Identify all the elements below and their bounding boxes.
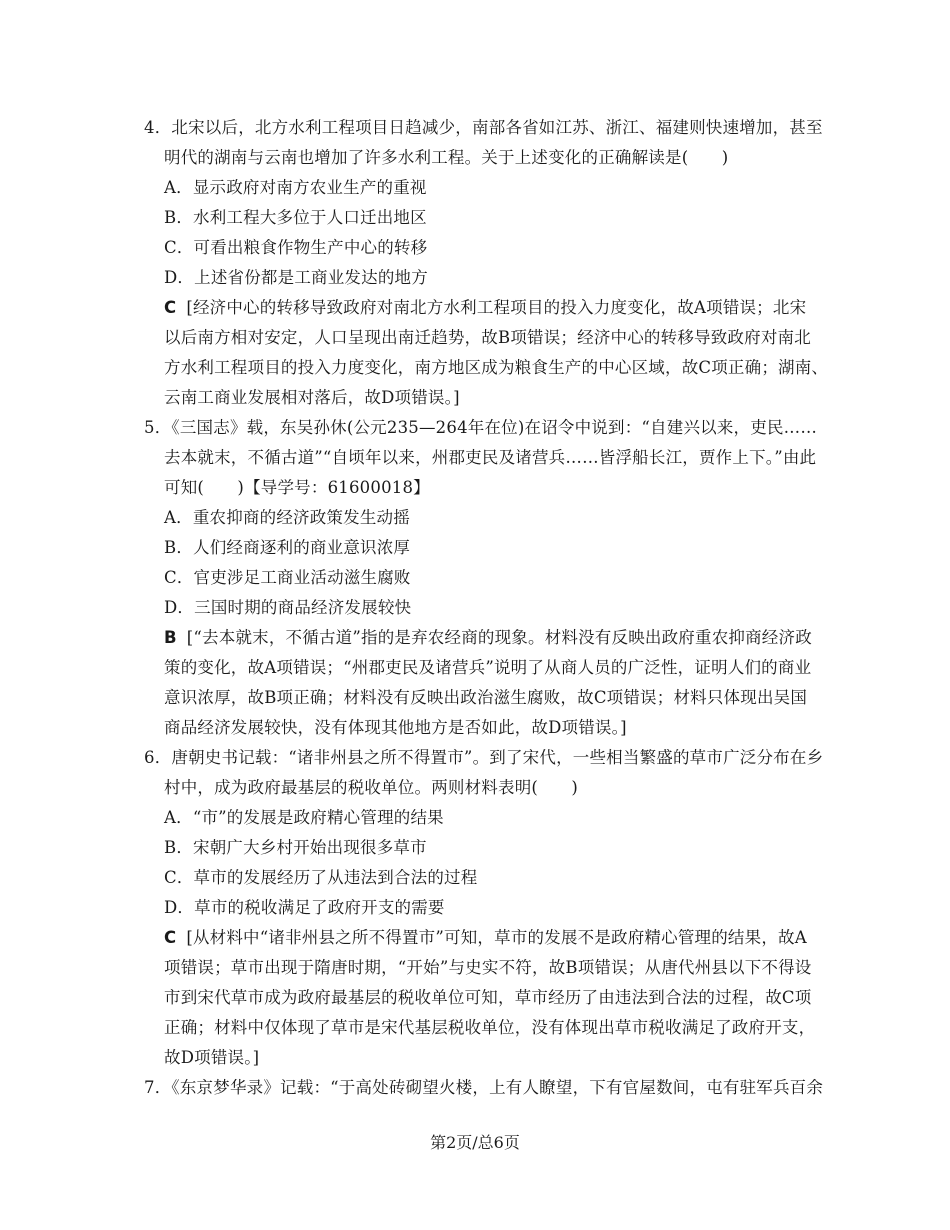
- question-4-answer-line-3: 方水利工程项目的投入力度变化，南方地区成为粮食生产的中心区域，故C项正确；湖南、: [164, 358, 829, 377]
- question-5-option-a: A．重农抑商的经济政策发生动摇: [164, 508, 410, 527]
- question-6-option-d: D．草市的税收满足了政府开支的需要: [164, 898, 445, 917]
- question-4-text-line-2: 明代的湖南与云南也增加了许多水利工程。关于上述变化的正确解读是( ): [164, 148, 729, 167]
- question-6-answer-letter: C: [164, 928, 177, 947]
- question-4-answer-letter: C: [164, 298, 177, 317]
- question-6-text-line-2: 村中，成为政府最基层的税收单位。两则材料表明( ): [164, 778, 579, 797]
- question-5-text-line-2: 去本就末，不循古道”“自顷年以来，州郡吏民及诸营兵……皆浮船长江，贾作上下。”由此: [164, 448, 817, 467]
- question-5-answer-line-1: [164, 627, 812, 649]
- question-4-option-c: C．可看出粮食作物生产中心的转移: [164, 238, 428, 257]
- question-4-option-a: A．显示政府对南方农业生产的重视: [164, 178, 427, 197]
- question-4-explanation: [经济中心的转移导致政府对南北方水利工程项目的投入力度变化，故A项错误；北宋: [186, 298, 807, 317]
- question-4-text-line-1: 4．北宋以后，北方水利工程项目日趋减少，南部各省如江苏、浙江、福建则快速增加，甚至: [144, 118, 823, 137]
- question-4-option-b: B．水利工程大多位于人口迁出地区: [164, 208, 427, 227]
- question-6-explanation: [从材料中“诸非州县之所不得置市”可知，草市的发展不是政府精心管理的结果，故A: [186, 928, 807, 947]
- question-6-text-line-1: 6．唐朝史书记载：“诸非州县之所不得置市”。到了宋代，一些相当繁盛的草市广泛分布在乡: [144, 748, 824, 767]
- question-5-option-b: B．人们经商逐利的商业意识浓厚: [164, 538, 411, 557]
- question-5-answer-line-2: 策的变化，故A项错误；“州郡吏民及诸营兵”说明了从商人员的广泛性，证明人们的商业: [164, 658, 812, 677]
- question-6-answer-line-2: 项错误；草市出现于隋唐时期，“开始”与史实不符，故B项错误；从唐代州县以下不得设: [164, 958, 812, 977]
- question-5-explanation: [“去本就末，不循古道”指的是弃农经商的现象。材料没有反映出政府重农抑商经济政: [186, 628, 812, 647]
- question-5-answer-line-3: 意识浓厚，故B项正确；材料没有反映出政治滋生腐败，故C项错误；材料只体现出吴国: [164, 688, 808, 707]
- question-5-text-line-1: 5．《三国志》载，东吴孙休(公元235—264年在位)在诏令中说到：“自建兴以来，吏民……: [144, 418, 818, 437]
- page-footer: 第2页/总6页: [430, 1133, 520, 1152]
- question-6-answer-line-4: 正确；材料中仅体现了草市是宋代基层税收单位，没有体现出草市税收满足了政府开支，: [164, 1018, 816, 1037]
- question-4-option-d: D．上述省份都是工商业发达的地方: [164, 268, 428, 287]
- question-5-option-d: D．三国时期的商品经济发展较快: [164, 598, 412, 617]
- question-6-answer-line-3: 市到宋代草市成为政府最基层的税收单位可知，草市经历了由违法到合法的过程，故C项: [164, 988, 812, 1007]
- question-4-answer-line-4: 云南工商业发展相对落后，故D项错误。]: [164, 388, 460, 407]
- question-5-answer-letter: B: [164, 628, 177, 647]
- question-6-option-c: C．草市的发展经历了从违法到合法的过程: [164, 868, 478, 887]
- question-7-text-line-1: 7．《东京梦华录》记载：“于高处砖砌望火楼，上有人瞭望，下有官屋数间，屯有驻军兵百余: [144, 1078, 824, 1097]
- question-6-answer-line-1: [164, 927, 807, 949]
- question-6-option-b: B．宋朝广大乡村开始出现很多草市: [164, 838, 427, 857]
- question-5-option-c: C．官吏涉足工商业活动滋生腐败: [164, 568, 411, 587]
- question-5-answer-line-4: 商品经济发展较快，没有体现其他地方是否如此，故D项错误。]: [164, 718, 627, 737]
- question-6-option-a: A．“市”的发展是政府精心管理的结果: [164, 808, 444, 827]
- question-4-answer-line-2: 以后南方相对安定，人口呈现出南迁趋势，故B项错误；经济中心的转移导致政府对南北: [164, 328, 811, 347]
- question-4-answer-line-1: [164, 297, 806, 319]
- question-5-text-line-3: 可知( )【导学号：61600018】: [164, 478, 430, 497]
- question-6-answer-line-5: 故D项错误。]: [164, 1048, 260, 1067]
